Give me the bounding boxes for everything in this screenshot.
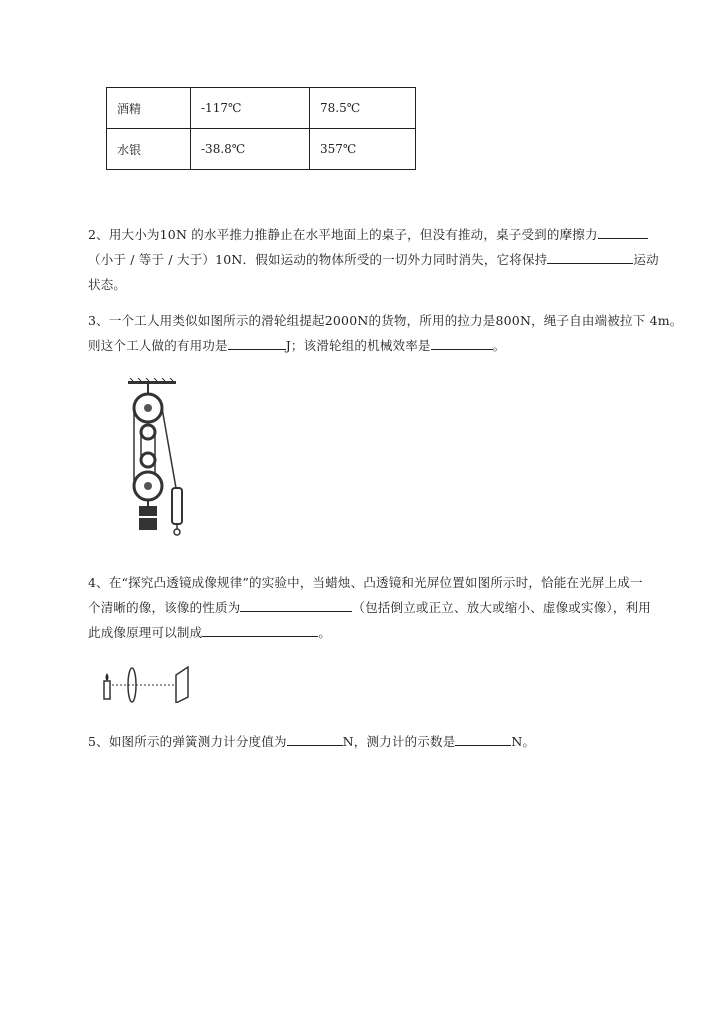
q3-text: 3、一个工人用类似如图所示的滑轮组提起2000N的货物，所用的拉力是800N，绳子自由端被拉下 4m。	[88, 313, 683, 328]
answer-blank[interactable]	[287, 733, 343, 746]
table-cell: 水银	[107, 129, 191, 170]
table-row	[107, 129, 416, 170]
answer-blank[interactable]	[598, 226, 648, 239]
q4-text: 。	[318, 625, 332, 640]
answer-blank[interactable]	[431, 337, 493, 350]
q4-text: 4、在“探究凸透镜成像规律”的实验中，当蜡烛、凸透镜和光屏位置如图所示时，恰能在光屏上成一	[88, 575, 643, 590]
table-cell: -117℃	[191, 88, 310, 129]
question-4	[88, 570, 688, 645]
table-cell: 357℃	[310, 129, 416, 170]
q4-text: （包括倒立或正立、放大或缩小、虚像或实像），利用	[352, 600, 651, 615]
question-2	[88, 222, 688, 297]
temperature-table	[106, 87, 416, 170]
q2-text: 2、用大小为10N 的水平推力推静止在水平地面上的桌子，但没有推动，桌子受到的摩擦力	[88, 227, 598, 242]
q5-text: N，测力计的示数是	[342, 734, 456, 749]
q2-text: （小于 / 等于 / 大于）10N．假如运动的物体所受的一切外力同时消失，它将保持	[88, 252, 548, 267]
question-5	[88, 729, 688, 754]
q3-text: J；该滑轮组的机械效率是	[285, 338, 431, 353]
q5-text: 5、如图所示的弹簧测力计分度值为	[88, 734, 287, 749]
answer-blank[interactable]	[240, 599, 352, 612]
q3-text: 则这个工人做的有用功是	[88, 338, 228, 353]
answer-blank[interactable]	[547, 251, 633, 264]
table-cell: 78.5℃	[310, 88, 416, 129]
answer-blank[interactable]	[455, 733, 511, 746]
q5-text: N。	[511, 734, 536, 749]
q4-text: 个清晰的像，该像的性质为	[88, 600, 241, 615]
q4-text: 此成像原理可以制成	[88, 625, 203, 640]
table-cell: 酒精	[107, 88, 191, 129]
q2-text: 状态。	[88, 277, 127, 292]
answer-blank[interactable]	[202, 624, 318, 637]
table-row	[107, 88, 416, 129]
answer-blank[interactable]	[228, 337, 286, 350]
pulley-system-figure	[118, 378, 198, 538]
table-cell: -38.8℃	[191, 129, 310, 170]
lens-experiment-figure	[98, 663, 194, 703]
q2-text: 运动	[633, 252, 659, 267]
question-3	[88, 308, 688, 358]
q3-text: 。	[492, 338, 506, 353]
